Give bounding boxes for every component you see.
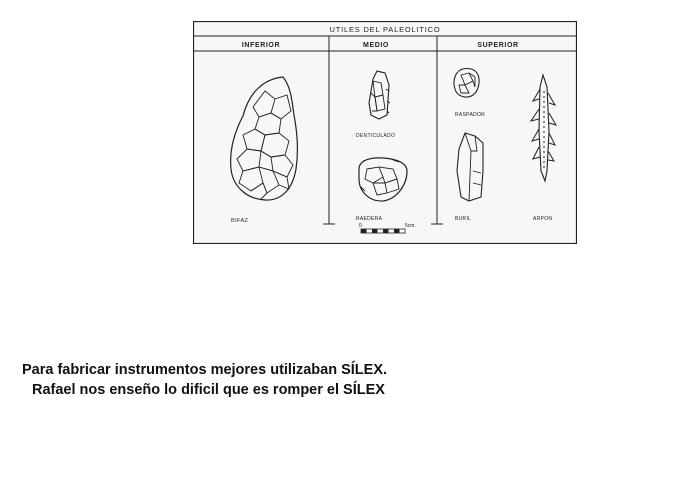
column-heading-inferior: INFERIOR: [241, 42, 281, 49]
label-arpon: ARPON: [533, 216, 553, 222]
scale-bar: [361, 229, 405, 233]
paleolithic-tools-figure: [193, 21, 577, 244]
figure-title: UTILES DEL PALEOLITICO: [329, 25, 441, 34]
label-denticulado: DENTICULADO: [356, 133, 396, 139]
label-raedera: RAEDERA: [356, 216, 383, 222]
caption: [22, 360, 682, 400]
label-raspador: RASPADOR: [455, 112, 486, 118]
scale-end-label: 5cm.: [405, 223, 416, 229]
label-bifaz: BIFAZ: [231, 218, 249, 224]
caption-line-2: Rafael nos enseño lo dificil que es romper el SÍLEX: [32, 382, 385, 398]
label-buril: BURIL: [455, 216, 472, 222]
scale-start-label: 0: [359, 223, 362, 229]
caption-line-1: Para fabricar instrumentos mejores utilizaban SÍLEX.: [22, 362, 388, 378]
column-heading-superior: SUPERIOR: [477, 42, 519, 49]
column-heading-medio: MEDIO: [363, 42, 389, 49]
